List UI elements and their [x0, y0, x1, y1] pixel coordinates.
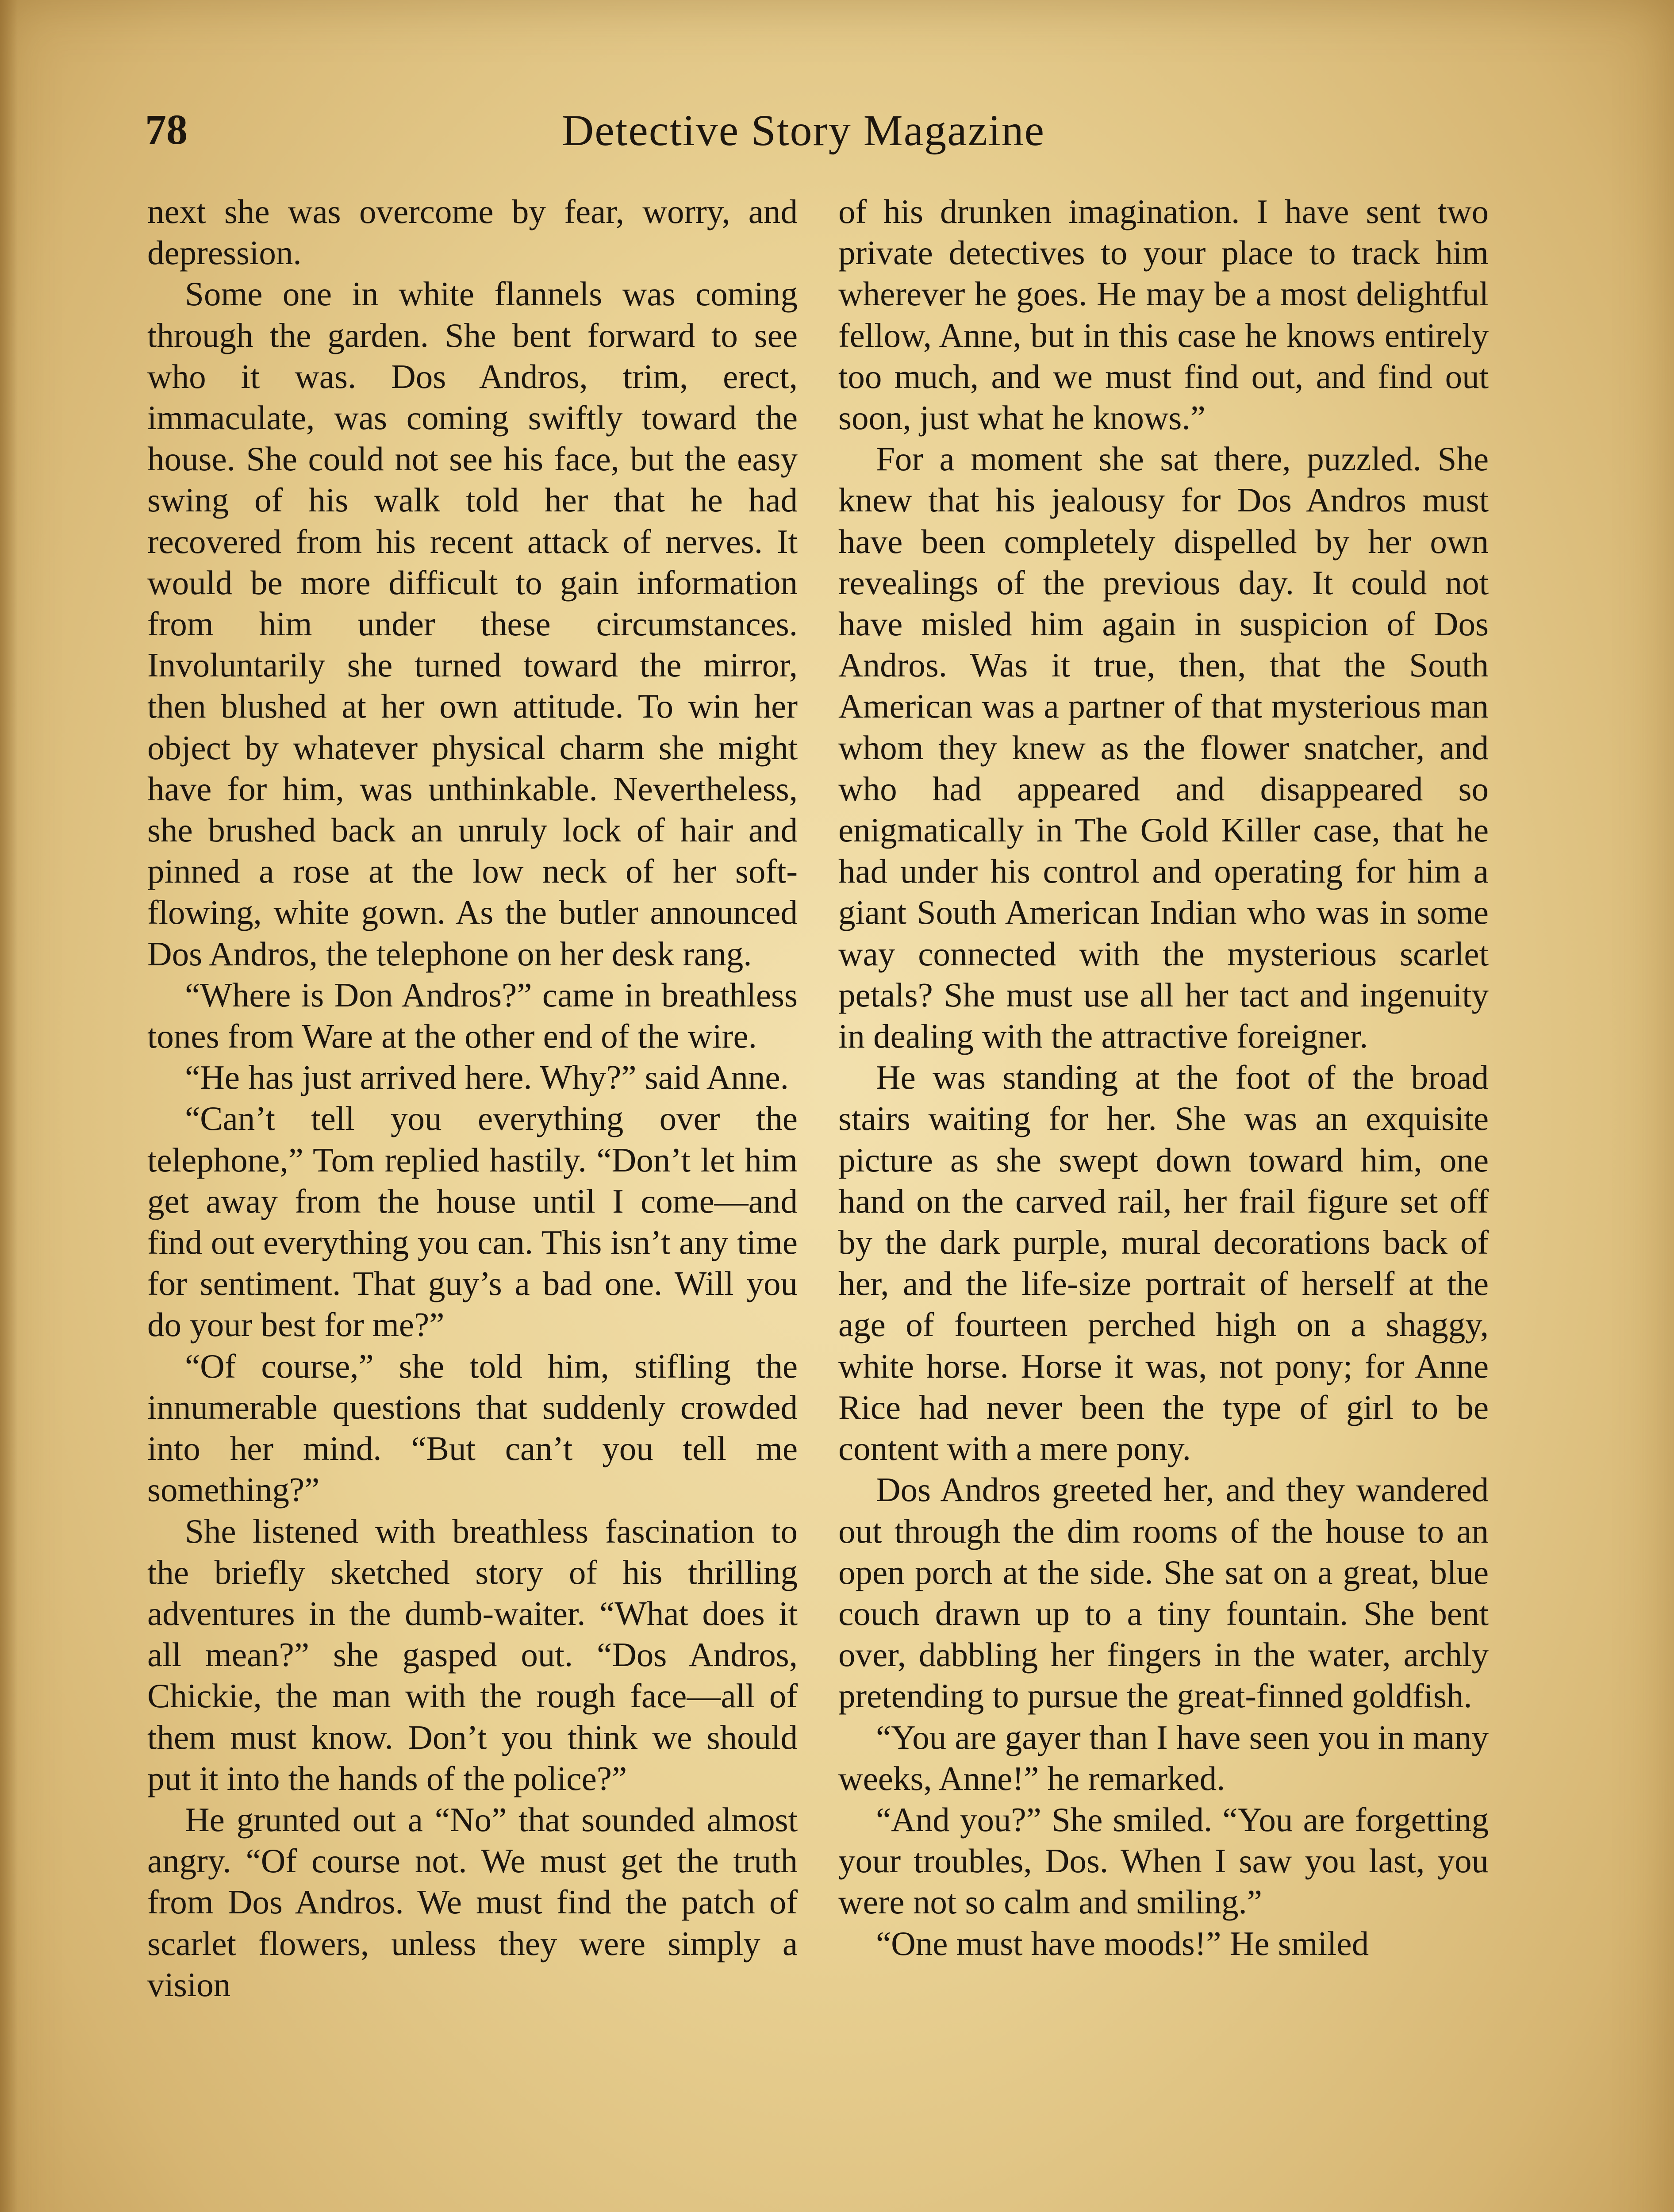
paragraph: “Of course,” she told him, stifling the innumerable questions that suddenly crowded into her mind. “But can’t you tell me something?” — [147, 1347, 798, 1509]
paragraph: “Can’t tell you everything over the telephone,” Tom replied hastily. “Don’t let him get away from the house until I come—and find out everything you can. This isn’t any time for sentiment. That guy’s a bad one. Will you do your best for me?” — [147, 1099, 798, 1344]
running-head: Detective Story Magazine — [562, 106, 1045, 155]
paragraph: He grunted out a “No” that sounded almost angry. “Of course not. We must get the truth from Dos Andros. We must find the patch of scarlet flowers, unless they were simply a vision — [147, 1800, 798, 2004]
page-number: 78 — [145, 106, 188, 153]
page-edge-shadow — [0, 0, 18, 2212]
paragraph: Dos Andros greeted her, and they wandered out through the dim rooms of the house to an open porch at the side. She sat on a great, blue couch drawn up to a tiny fountain. She bent over, dabbling her fingers in the water, archly pretending to pursue the great-finned goldfish. — [838, 1471, 1489, 1715]
paragraph: “And you?” She smiled. “You are forgetting your troubles, Dos. When I saw you last, you were not so calm and smiling.” — [838, 1800, 1489, 1921]
paragraph: She listened with breathless fascination to the briefly sketched story of his thrilling adventures in the dumb-waiter. “What does it all mean?” she gasped out. “Dos Andros, Chickie, the man with the rough face—all of them must know. Don’t you think we should put it into the hands of the police?” — [147, 1512, 798, 1797]
paragraph: “One must have moods!” He smiled — [876, 1924, 1369, 1962]
left-column — [147, 191, 798, 2005]
paragraph: “Where is Don Andros?” came in breathless tones from Ware at the other end of the wire. — [147, 975, 798, 1056]
paragraph: He was standing at the foot of the broad stairs waiting for her. She was an exquisite picture as she swept down toward him, one hand on the carved rail, her frail figure set off by the dark purple, mural decorations back of her, and the life-size portrait of herself at the age of fourteen perched high on a shaggy, white horse. Horse it was, not pony; for Anne Rice had never been the type of girl to be content with a mere pony. — [838, 1058, 1489, 1468]
paragraph: “He has just arrived here. Why?” said Anne. — [185, 1058, 789, 1097]
right-column — [838, 191, 1489, 1964]
paragraph: of his drunken imagination. I have sent two private detectives to your place to track him wherever he goes. He may be a most delightful fellow, Anne, but in this case he knows entirely too much, and we must find out, and find out soon, just what he knows.” — [838, 192, 1489, 437]
paragraph: next she was overcome by fear, worry, and depression. — [147, 192, 798, 272]
paragraph: “You are gayer than I have seen you in many weeks, Anne!” he remarked. — [838, 1718, 1489, 1797]
paragraph: Some one in white flannels was coming through the garden. She bent forward to see who it was. Dos Andros, trim, erect, immaculate, was coming swiftly toward the house. She could not see his face, but the easy swing of his walk told her that he had recovered from his recent attack of nerves. It would be more difficult to gain information from him under these circumstances. Involuntarily she turned toward the mirror, then blushed at her own attitude. To win her object by whatever physical charm she might have for him, was unthinkable. Nevertheless, she brushed back an unruly lock of hair and pinned a rose at the low neck of her soft-flowing, white gown. As the butler announced Dos Andros, the telephone on her desk rang. — [147, 275, 798, 973]
paragraph: For a moment she sat there, puzzled. She knew that his jealousy for Dos Andros must have been completely dispelled by her own revealings of the previous day. It could not have misled him again in suspicion of Dos Andros. Was it true, then, that the South American was a partner of that mysterious man whom they knew as the flower snatcher, and who had appeared and disappeared so enigmatically in The Gold Killer case, that he had under his control and operating for him a giant South American Indian who was in some way connected with the mysterious scarlet petals? She must use all her tact and ingenuity in dealing with the attractive foreigner. — [838, 440, 1489, 1056]
